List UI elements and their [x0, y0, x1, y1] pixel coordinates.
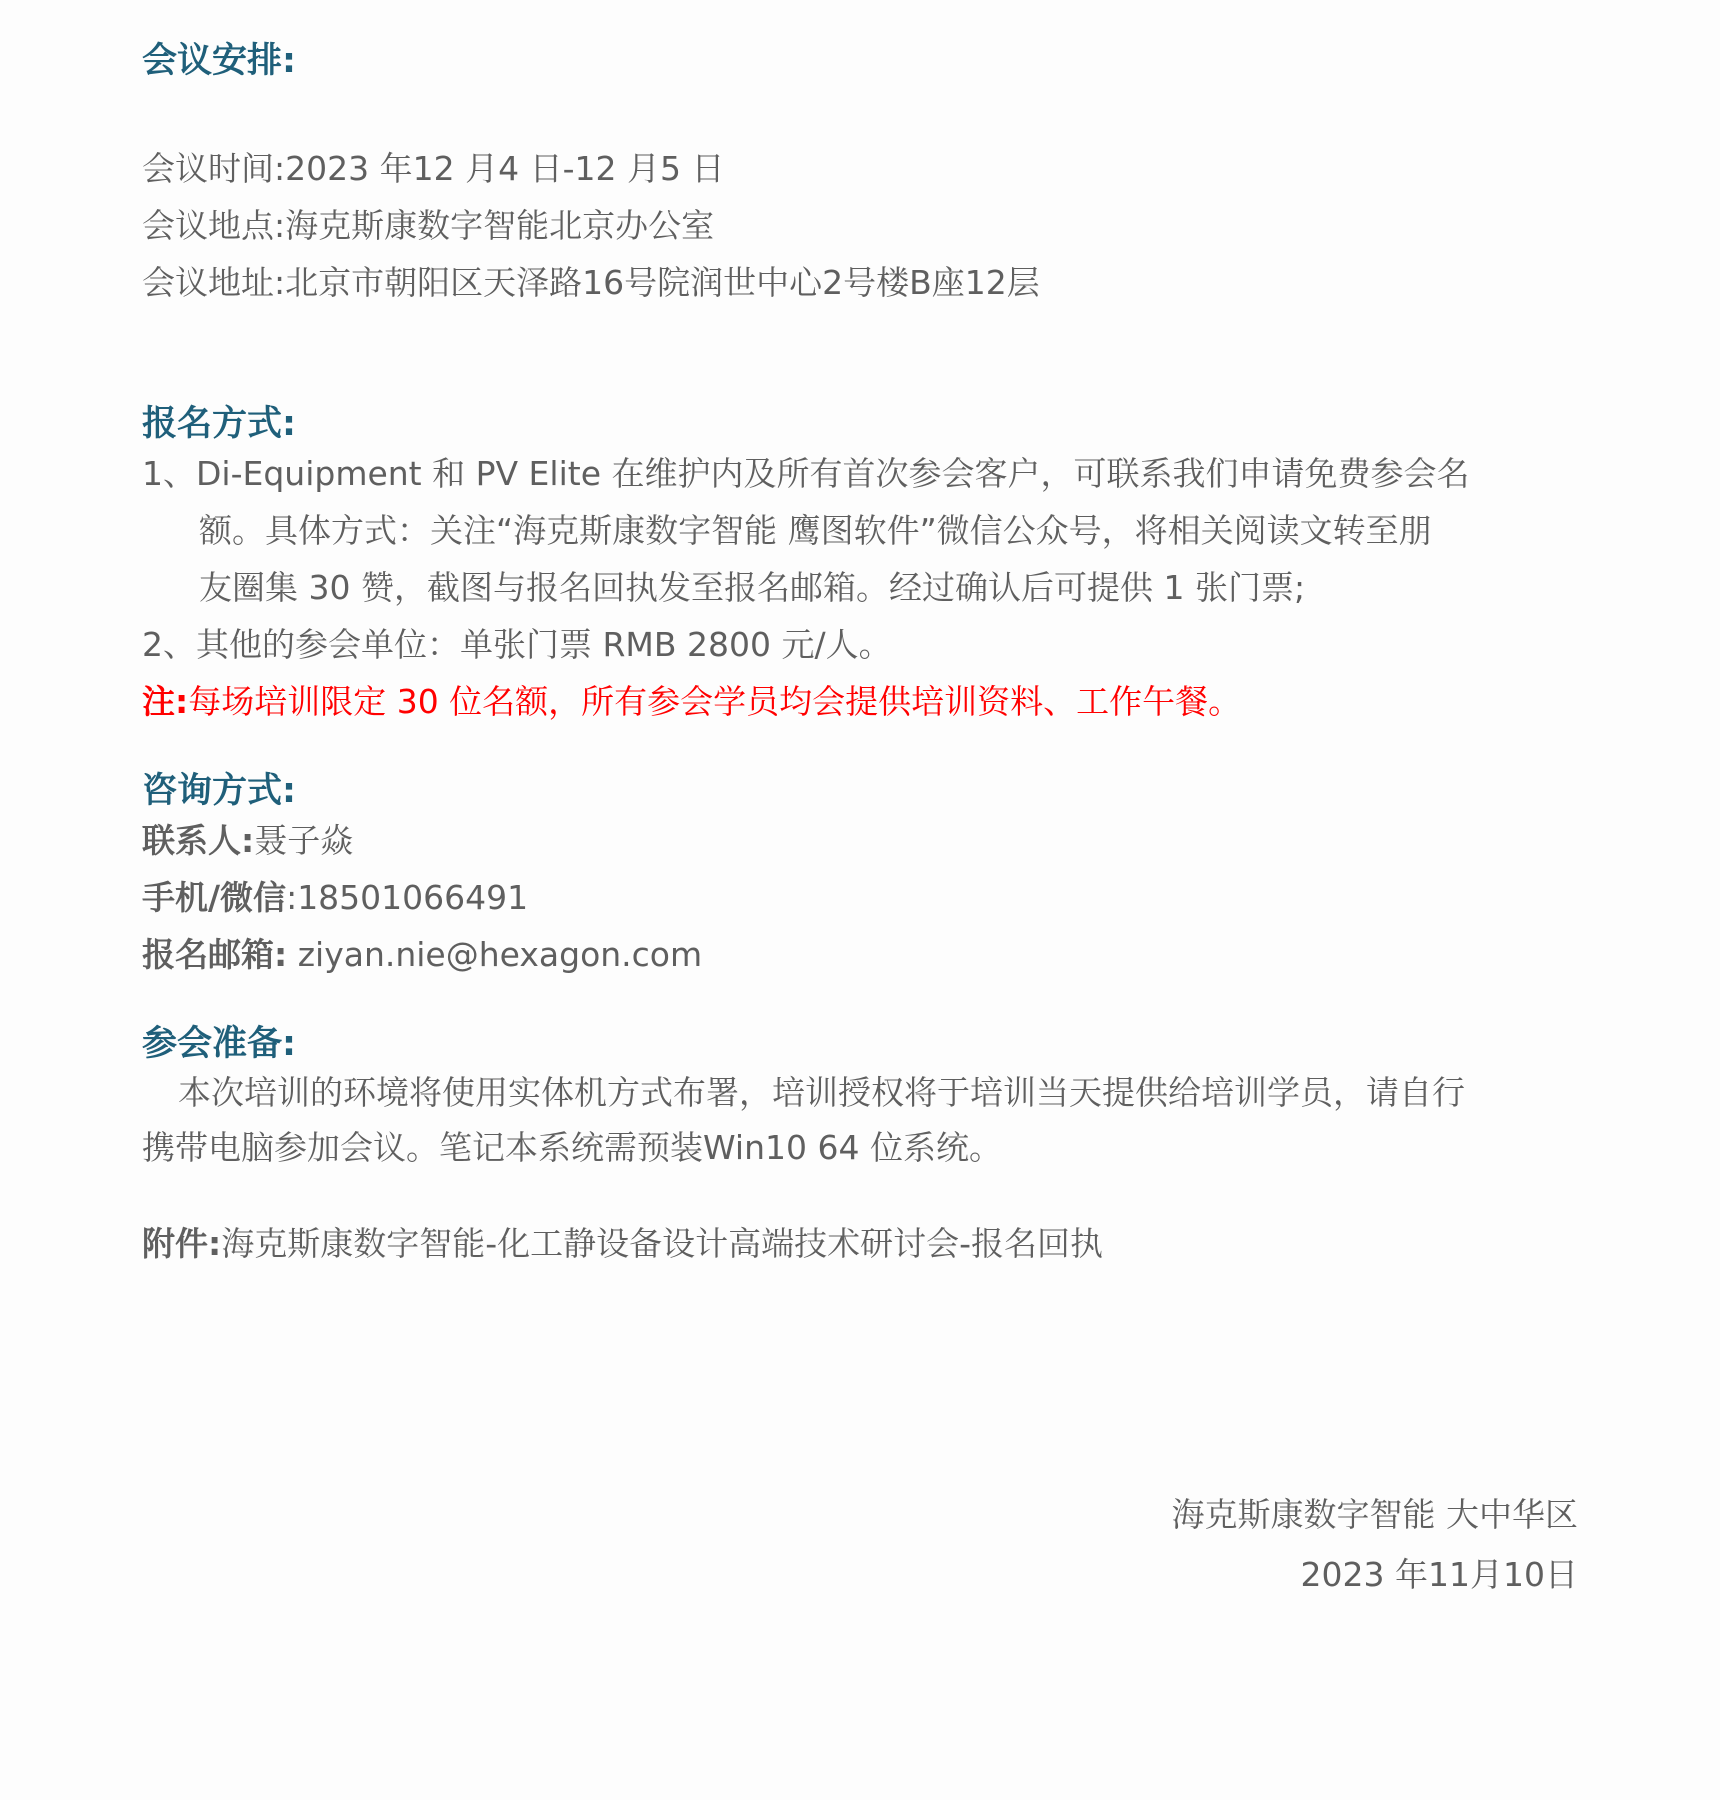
arrangement-heading: 会议安排:	[142, 41, 296, 81]
registration-note	[142, 673, 1582, 730]
contact-phone-label: 手机/微信	[142, 878, 287, 917]
contact-person-label: 联系人:	[142, 821, 255, 860]
meeting-time-line	[142, 140, 1582, 197]
registration-heading: 报名方式:	[142, 404, 296, 444]
contact-email-label: 报名邮箱:	[142, 935, 288, 974]
contact-person-line	[142, 812, 1582, 869]
contact-phone-value: 18501066491	[297, 878, 529, 917]
meeting-address-value: 北京市朝阳区天泽路16号院润世中心2号楼B座12层	[285, 263, 1040, 302]
contact-heading: 咨询方式:	[142, 771, 296, 811]
preparation-text	[142, 1065, 1562, 1175]
attachment-line	[142, 1215, 1582, 1272]
preparation-section	[142, 1023, 1582, 1175]
meeting-time-label: 会议时间:	[142, 149, 286, 188]
signature-date: 2023 年11月10日	[1300, 1555, 1578, 1594]
contact-person-value: 聂子焱	[254, 821, 354, 860]
registration-section	[142, 403, 1582, 730]
note-label: 注:	[142, 682, 189, 721]
meeting-place-label: 会议地点:	[142, 206, 286, 245]
meeting-place-line	[142, 197, 1582, 254]
registration-item-1-continuation	[142, 502, 1582, 616]
contact-email-value[interactable]: ziyan.nie@hexagon.com	[297, 935, 703, 974]
meeting-address-line	[142, 254, 1582, 311]
contact-phone-separator: :	[286, 878, 298, 917]
preparation-text-line-2: 携带电脑参加会议。笔记本系统需预装Win10 64 位系统。	[142, 1128, 1002, 1167]
contact-phone-line	[142, 869, 1582, 926]
attachment-label: 附件:	[142, 1224, 222, 1263]
preparation-text-line-1: 本次培训的环境将使用实体机方式布署，培训授权将于培训当天提供给培训学员，请自行	[178, 1073, 1465, 1112]
document-content	[142, 40, 1582, 1272]
attachment-value[interactable]: 海克斯康数字智能-化工静设备设计高端技术研讨会-报名回执	[221, 1224, 1104, 1263]
signature-block	[1172, 1485, 1579, 1605]
preparation-heading: 参会准备:	[142, 1024, 296, 1064]
meeting-time-value: 2023 年12 月4 日-12 月5 日	[285, 149, 725, 188]
meeting-place-value: 海克斯康数字智能北京办公室	[285, 206, 715, 245]
note-text: 每场培训限定 30 位名额，所有参会学员均会提供培训资料、工作午餐。	[188, 682, 1242, 721]
registration-item-1-prefix: 1、	[142, 454, 196, 493]
meeting-address-label: 会议地址:	[142, 263, 286, 302]
registration-item-1-text-1: Di-Equipment 和 PV Elite 在维护内及所有首次参会客户，可联系我们申请免费参会名	[196, 454, 1470, 493]
registration-item-1-line-1	[142, 445, 1582, 502]
contact-section	[142, 770, 1582, 983]
registration-item-2: 2、其他的参会单位：单张门票 RMB 2800 元/人。	[142, 625, 892, 664]
contact-email-line	[142, 926, 1582, 983]
arrangement-section	[142, 40, 1582, 311]
registration-item-1-line-2: 额。具体方式：关注“海克斯康数字智能 鹰图软件”微信公众号，将相关阅读文转至朋	[199, 511, 1432, 550]
signature-org: 海克斯康数字智能 大中华区	[1171, 1495, 1578, 1534]
attachment-section	[142, 1215, 1582, 1272]
registration-item-1-line-3: 友圈集 30 赞，截图与报名回执发至报名邮箱。经过确认后可提供 1 张门票;	[199, 568, 1306, 607]
